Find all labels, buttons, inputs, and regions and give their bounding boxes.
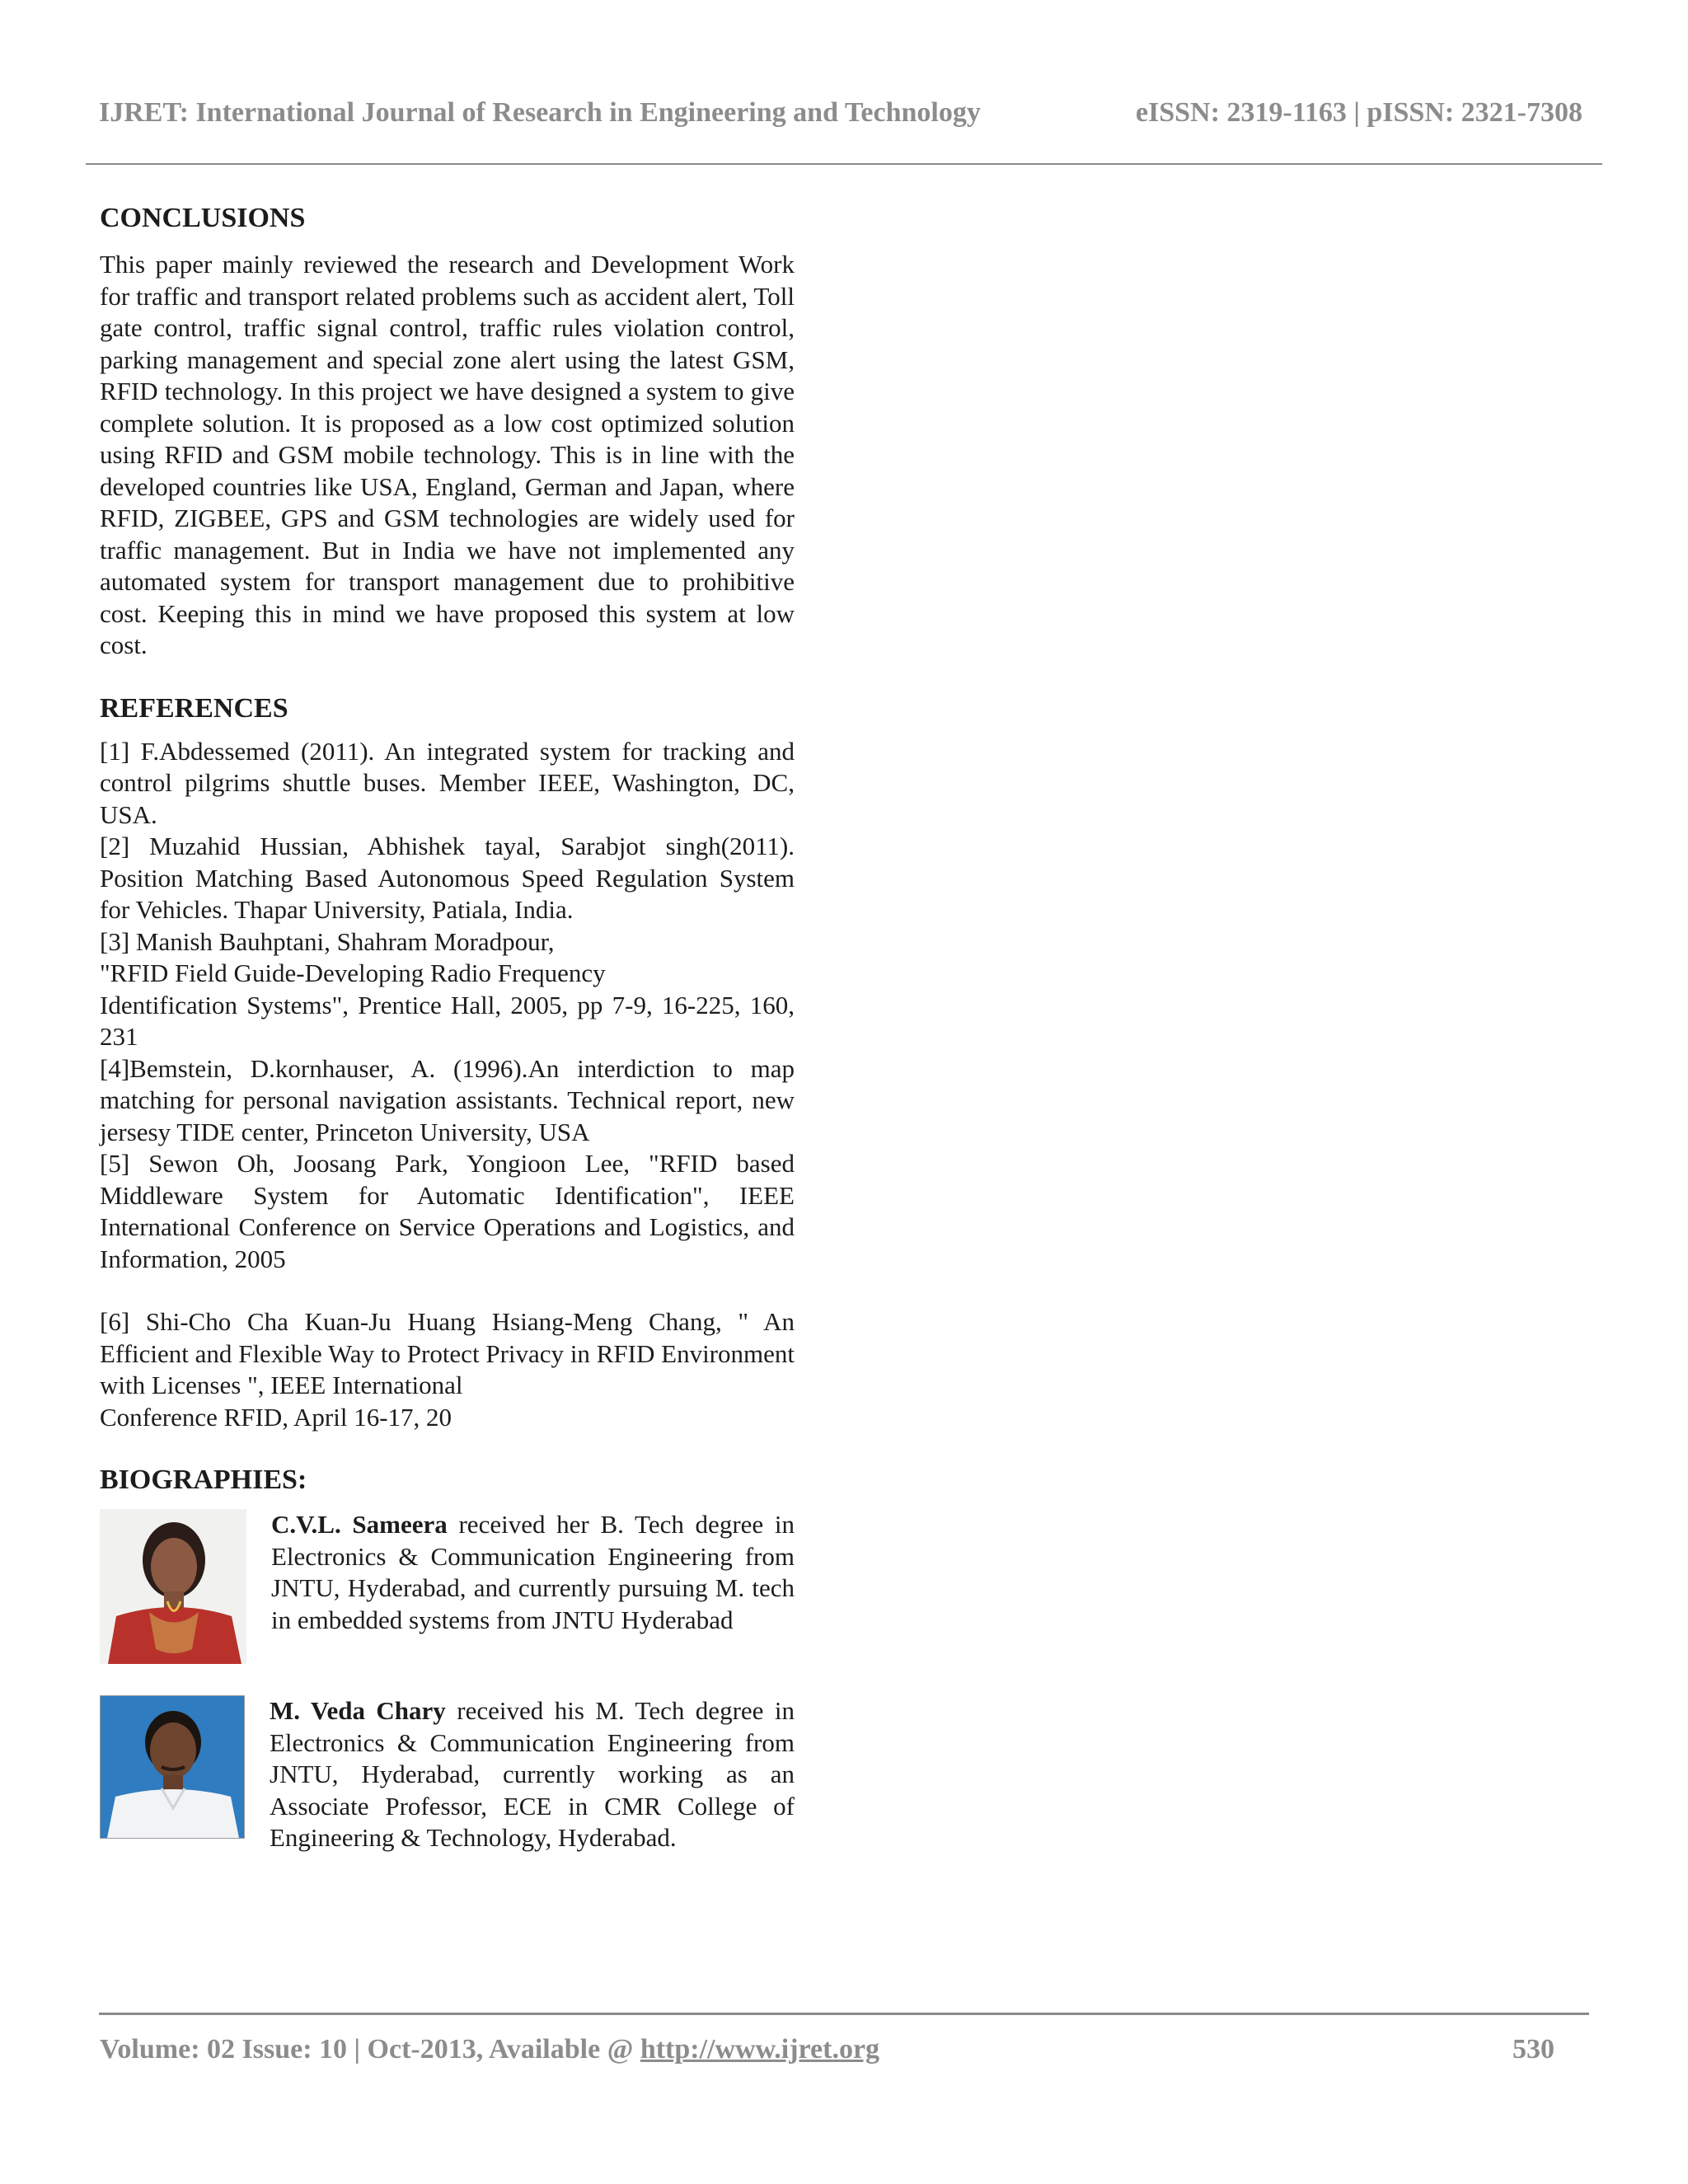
biographies-section	[100, 1463, 795, 1854]
references-heading: REFERENCES	[100, 692, 288, 724]
reference-item: [3] Manish Bauhptani, Shahram Moradpour,	[100, 926, 555, 956]
biography-body: received her B. Tech degree in Electronics & Communication Engineering from JNTU, Hyderabad, and currently pursuing M. tech in embedded systems from JNTU Hyderabad	[271, 1510, 795, 1634]
conclusions-section	[100, 201, 795, 662]
biography-item	[100, 1695, 795, 1854]
reference-item: [1] F.Abdessemed (2011). An integrated system for tracking and control pilgrims shuttle buses. Member IEEE, Washington, DC, USA.	[100, 736, 795, 829]
header-divider	[86, 163, 1602, 165]
portrait-male-icon	[101, 1696, 244, 1838]
author-name: M. Veda Chary	[270, 1696, 446, 1725]
author-photo	[100, 1509, 246, 1664]
biography-item	[100, 1509, 795, 1664]
references-section	[100, 691, 795, 1434]
conclusions-heading: CONCLUSIONS	[100, 203, 306, 233]
reference-item: Identification Systems", Prentice Hall, 2005, pp 7-9, 16-225, 160, 231	[100, 990, 795, 1051]
biography-text	[270, 1695, 795, 1854]
left-column	[100, 201, 795, 1854]
conclusions-text: This paper mainly reviewed the research and Development Work for traffic and transport related problems such as accident alert, Toll gate control, traffic signal control, traffic rules violation control, parking management and special zone alert using the latest GSM, RFID technology. In this project we have designed a system to give complete solution. It is proposed as a low cost optimized solution using RFID and GSM mobile technology. This is in line with the developed countries like USA, England, German and Japan, where RFID, ZIGBEE, GPS and GSM technologies are widely used for traffic management. But in India we have not implemented any automated system for transport management due to prohibitive cost. Keeping this in mind we have proposed this system at low cost.	[100, 250, 795, 659]
reference-item: [6] Shi-Cho Cha Kuan-Ju Huang Hsiang-Meng Chang, " An Efficient and Flexible Way to Protect Privacy in RFID Environment with Licenses ", IEEE International	[100, 1307, 795, 1399]
author-photo	[100, 1695, 245, 1839]
issue-info	[100, 2034, 879, 2065]
biography-text	[271, 1509, 795, 1636]
running-header	[99, 97, 1582, 129]
issn-info: eISSN: 2319-1163 | pISSN: 2321-7308	[1135, 97, 1582, 128]
reference-item: Conference RFID, April 16-17, 20	[100, 1402, 452, 1432]
biographies-heading: BIOGRAPHIES:	[100, 1465, 307, 1495]
reference-item: [4]Bemstein, D.kornhauser, A. (1996).An interdiction to map matching for personal navigation assistants. Technical report, new jersesy TIDE center, Princeton University, USA	[100, 1053, 795, 1146]
page-number: 530	[1512, 2034, 1554, 2064]
reference-list	[100, 736, 795, 1434]
running-footer	[100, 2034, 1554, 2065]
volume-text: Volume: 02 Issue: 10 | Oct-2013, Available @	[100, 2034, 640, 2064]
reference-item: [2] Muzahid Hussian, Abhishek tayal, Sarabjot singh(2011). Position Matching Based Autonomous Speed Regulation System for Vehicles. Thapar University, Patiala, India.	[100, 832, 795, 924]
author-name: C.V.L. Sameera	[271, 1510, 448, 1539]
reference-spacer	[100, 1275, 795, 1306]
footer-divider	[99, 2013, 1589, 2015]
reference-item: "RFID Field Guide-Developing Radio Frequency	[100, 958, 606, 987]
journal-title: IJRET: International Journal of Research in Engineering and Technology	[99, 97, 981, 128]
journal-url-link[interactable]: http://www.ijret.org	[640, 2034, 880, 2064]
biography-body: received his M. Tech degree in Electronics & Communication Engineering from JNTU, Hyderabad, currently working as an Associate Professor, ECE in CMR College of Engineering & Technology, Hyderabad.	[270, 1696, 795, 1852]
reference-item: [5] Sewon Oh, Joosang Park, Yongioon Lee, "RFID based Middleware System for Automatic Identification", IEEE International Conference on Service Operations and Logistics, and Information, 2005	[100, 1149, 795, 1273]
portrait-female-icon	[100, 1509, 246, 1664]
